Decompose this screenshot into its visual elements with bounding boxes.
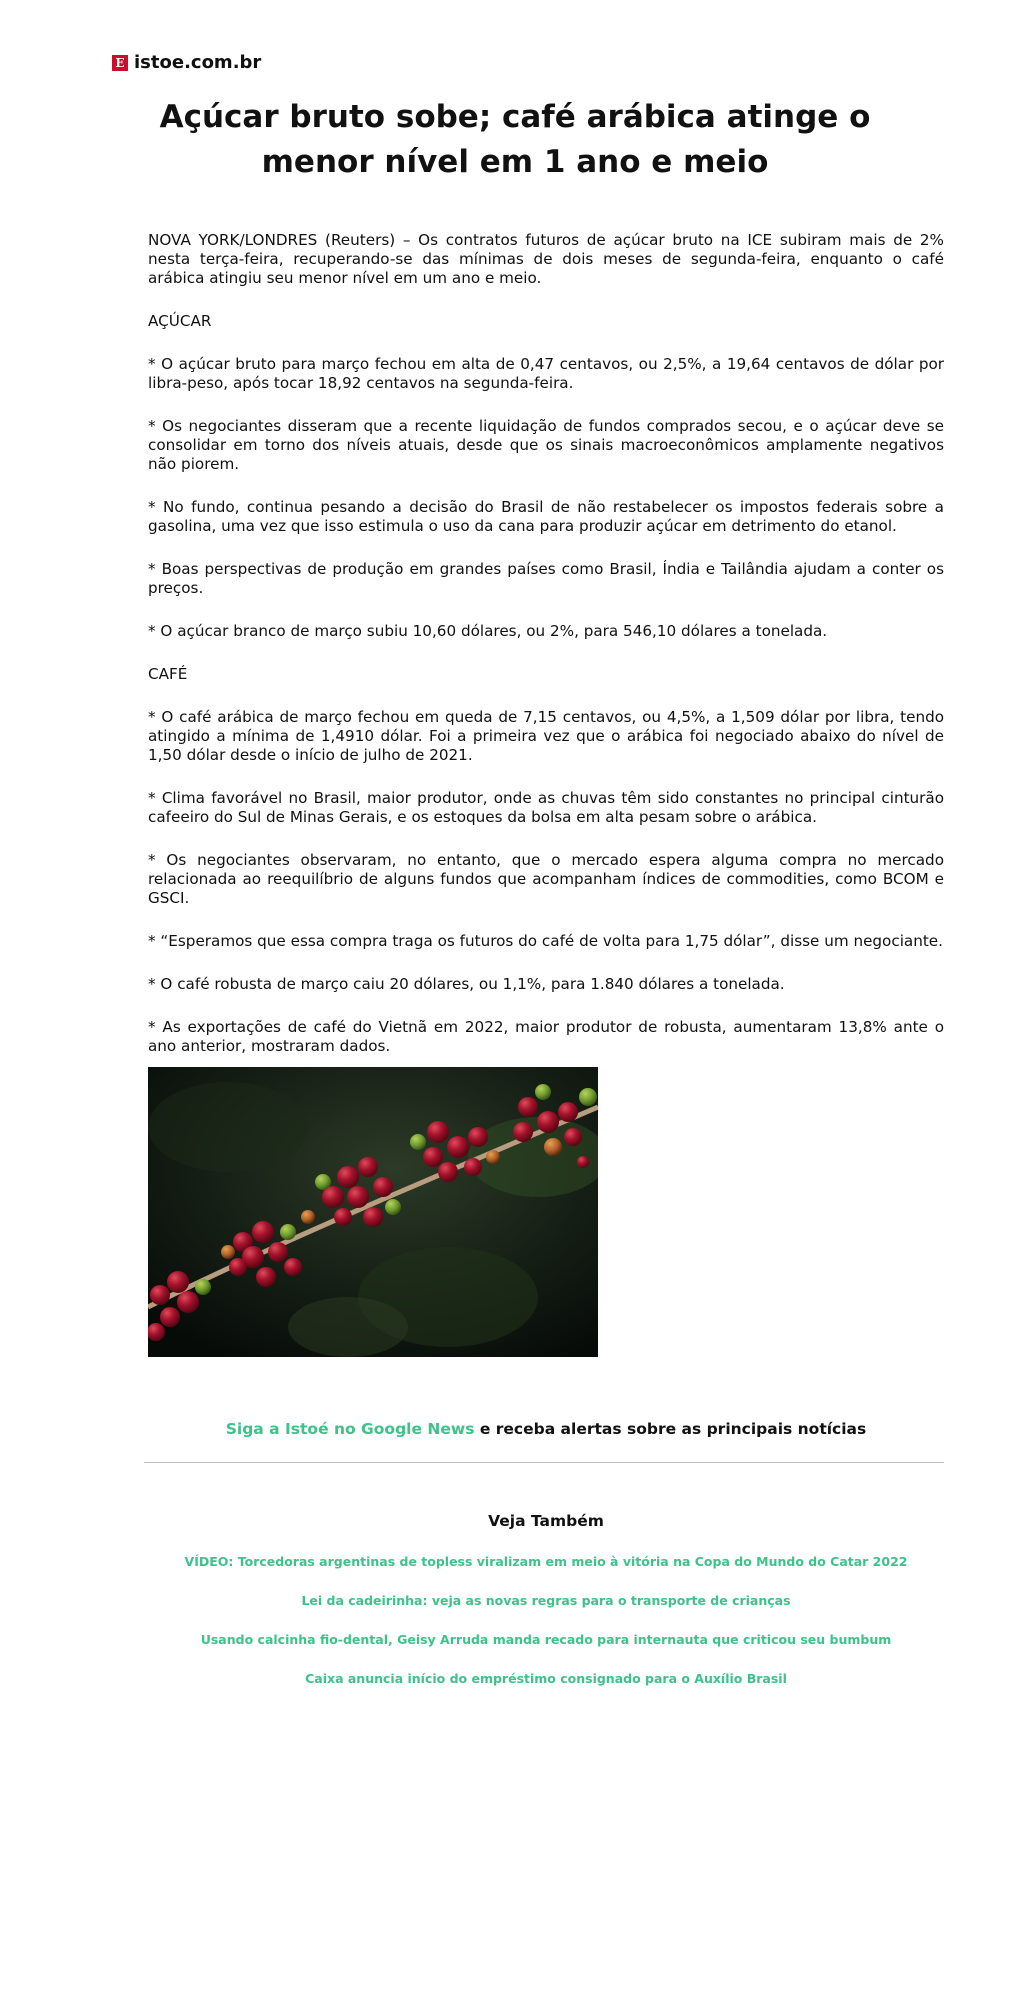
article-paragraph: * As exportações de café do Vietnã em 2022, maior produtor de robusta, aumentaram 13,8% ante o ano anterior, mostraram dados.: [148, 1018, 944, 1055]
article-paragraph: * O açúcar branco de março subiu 10,60 dólares, ou 2%, para 546,10 dólares a tonelada.: [148, 622, 828, 640]
google-news-link[interactable]: Siga a Istoé no Google News: [225, 1420, 475, 1438]
site-name[interactable]: istoe.com.br: [134, 52, 262, 73]
related-links: [148, 1554, 944, 1710]
section-heading-acucar: AÇÚCAR: [148, 312, 212, 330]
section-heading-cafe: CAFÉ: [148, 665, 188, 683]
related-link[interactable]: Caixa anuncia início do empréstimo consignado para o Auxílio Brasil: [305, 1671, 787, 1686]
related-link[interactable]: Usando calcinha fio-dental, Geisy Arruda manda recado para internauta que criticou seu bumbum: [200, 1632, 892, 1647]
article-paragraph: * Os negociantes disseram que a recente liquidação de fundos comprados secou, e o açúcar deve se consolidar em torno dos níveis atuais, desde que os sinais macroeconômicos amplamente negativos não piorem.: [148, 417, 944, 473]
related-heading: Veja Também: [488, 1512, 604, 1530]
article-title: Açúcar bruto sobe; café arábica atinge o menor nível em 1 ano e meio: [159, 99, 871, 180]
article-lead: NOVA YORK/LONDRES (Reuters) – Os contratos futuros de açúcar bruto na ICE subiram mais de 2% nesta terça-feira, recuperando-se das mínimas de dois meses de segunda-feira, enquanto o café arábica atingiu seu menor nível em um ano e meio.: [148, 231, 944, 287]
article-paragraph: * No fundo, continua pesando a decisão do Brasil de não restabelecer os impostos federais sobre a gasolina, uma vez que isso estimula o uso da cana para produzir açúcar em detrimento do etanol.: [148, 498, 944, 535]
coffee-branch-image: [148, 1067, 598, 1357]
article-paragraph: * O café robusta de março caiu 20 dólares, ou 1,1%, para 1.840 dólares a tonelada.: [148, 975, 785, 993]
google-news-cta-text: e receba alertas sobre as principais notícias: [474, 1420, 867, 1438]
article-paragraph: * O açúcar bruto para março fechou em alta de 0,47 centavos, ou 2,5%, a 19,64 centavos de dólar por libra-peso, após tocar 18,92 centavos na segunda-feira.: [148, 355, 944, 392]
related-link[interactable]: VÍDEO: Torcedoras argentinas de topless viralizam em meio à vitória na Copa do Mundo do Catar 2022: [184, 1554, 908, 1569]
related-link[interactable]: Lei da cadeirinha: veja as novas regras para o transporte de crianças: [301, 1593, 791, 1608]
article-paragraph: * Boas perspectivas de produção em grandes países como Brasil, Índia e Tailândia ajudam a conter os preços.: [148, 560, 944, 597]
coffee-cherries-photo: [148, 1067, 598, 1357]
site-header[interactable]: [112, 52, 261, 73]
site-logo-icon: E: [112, 55, 128, 71]
article-paragraph: * Os negociantes observaram, no entanto, que o mercado espera alguma compra no mercado relacionada ao reequilíbrio de alguns fundos que acompanham índices de commodities, como BCOM e GSCI.: [148, 851, 944, 907]
google-news-cta: [148, 1420, 944, 1438]
article-paragraph: * “Esperamos que essa compra traga os futuros do café de volta para 1,75 dólar”, disse um negociante.: [148, 932, 943, 950]
article-body: [148, 231, 944, 1123]
section-divider: [144, 1462, 944, 1463]
article-paragraph: * Clima favorável no Brasil, maior produtor, onde as chuvas têm sido constantes no principal cinturão cafeeiro do Sul de Minas Gerais, e os estoques da bolsa em alta pesam sobre o arábica.: [148, 789, 944, 826]
article-paragraph: * O café arábica de março fechou em queda de 7,15 centavos, ou 4,5%, a 1,509 dólar por libra, tendo atingido a mínima de 1,4910 dólar. Foi a primeira vez que o arábica foi negociado abaixo do nível de 1,50 dólar desde o início de julho de 2021.: [148, 708, 944, 764]
